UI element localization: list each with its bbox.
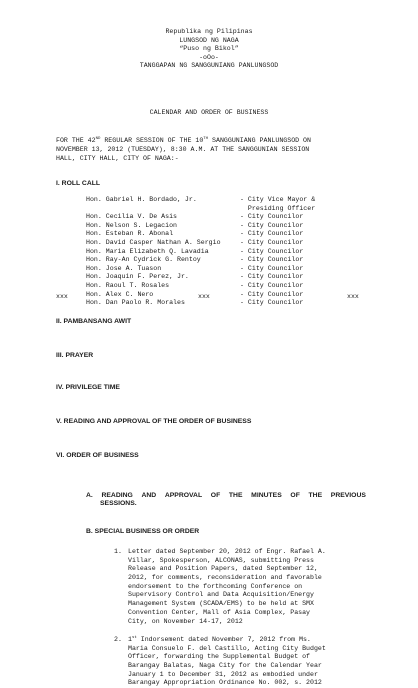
subsection-letter: A.	[86, 492, 93, 499]
heading-word: OF	[290, 492, 300, 499]
roll-call-row	[86, 239, 376, 248]
subsection-a	[86, 492, 366, 508]
item-line: Release and Position Papers, dated September 12,	[128, 565, 318, 573]
member-title: Presiding Officer	[240, 204, 316, 212]
heading-word: OF	[210, 492, 221, 499]
heading-word: AND	[141, 492, 157, 499]
member-name: Hon. Maria Elizabeth Q. Lavadia	[86, 247, 209, 255]
item-line: Officer, forwarding the Supplemental Budget of	[128, 653, 311, 661]
section-order-of-business: VI. ORDER OF BUSINESS	[56, 452, 139, 459]
heading-word: THE	[228, 492, 243, 499]
roll-call-row	[86, 273, 376, 282]
intro-line-2: NOVEMBER 13, 2012 (TUESDAY), 8:30 A.M. AT THE SANGGUNIAN SESSION	[56, 146, 310, 153]
agenda-item-2	[114, 636, 364, 688]
ordinal-suffix: ND	[95, 136, 101, 141]
member-title: - City Councilor	[240, 221, 304, 229]
member-title: - City Councilor	[240, 264, 304, 272]
ordinal-suffix: TH	[203, 136, 209, 141]
member-name: Hon. Gabriel H. Bordado, Jr.	[86, 196, 197, 203]
item-line: Barangay Appropriation Ordinance No. 002, s. 2012	[128, 679, 322, 687]
member-title: - City Councilor	[240, 256, 304, 264]
item-line: January 1 to December 31, 2012 as embodied under	[128, 670, 318, 678]
member-name: Hon. Alex C. Nero	[86, 290, 154, 298]
item-line: Barangay Balatas, Naga City for the Calendar Year	[128, 662, 322, 670]
member-name: Hon. Raoul T. Rosales	[86, 281, 170, 289]
item-line: Management System (SCADA/EMS) to be held at SMX	[128, 600, 314, 608]
member-name	[86, 205, 240, 214]
member-name: Hon. Cecilia V. De Asis	[86, 213, 178, 221]
item-body	[128, 636, 364, 688]
heading-word: READING	[101, 492, 133, 499]
item-line: Maria Consuelo F. del Castillo, Acting City Budget	[128, 644, 326, 652]
roll-call-row	[86, 299, 376, 308]
heading-word: APPROVAL	[164, 492, 203, 499]
roll-call-row	[86, 230, 376, 239]
section-privilege-time: IV. PRIVILEGE TIME	[56, 384, 120, 391]
intro-line-3: HALL, CITY HALL, CITY OF NAGA:-	[56, 155, 179, 162]
section-prayer: III. PRAYER	[56, 352, 94, 359]
item-line	[128, 636, 364, 645]
heading-word: MINUTES	[251, 492, 282, 499]
member-name: Hon. Dan Paolo R. Morales	[86, 299, 185, 307]
separator-right: xxx	[347, 293, 359, 300]
member-name: Hon. David Casper Nathan A. Sergio	[86, 238, 221, 246]
subsection-a-heading-cont: SESSIONS.	[100, 500, 137, 508]
roll-call-row	[86, 222, 376, 231]
section-reading-approval: V. READING AND APPROVAL OF THE ORDER OF BUSINESS	[56, 418, 252, 425]
section-pambansang-awit: II. PAMBANSANG AWIT	[56, 318, 132, 325]
separator-left: xxx	[56, 293, 68, 300]
subsection-a-heading	[86, 492, 366, 500]
member-title: - City Councilor	[240, 247, 304, 255]
roll-call-row	[86, 256, 376, 265]
roll-call-row	[86, 282, 376, 291]
header-line-office: TANGGAPAN NG SANGGUNIANG PANLUNGSOD	[139, 62, 279, 70]
roll-call-list	[86, 196, 376, 308]
letterhead	[0, 28, 418, 71]
member-name: Hon. Joaquin F. Perez, Jr.	[86, 273, 189, 281]
subsection-b: B. SPECIAL BUSINESS OR ORDER	[86, 528, 200, 535]
item-line: 2012, for comments, reconsideration and favorable	[128, 574, 322, 582]
roll-call-row	[86, 291, 376, 300]
header-line-republic: Republika ng Pilipinas	[165, 28, 253, 35]
member-title: - City Councilor	[240, 213, 304, 221]
intro-line-1	[56, 137, 364, 146]
member-title: - City Councilor	[240, 290, 304, 298]
intro-text: FOR THE 42	[56, 137, 96, 144]
agenda-item-1	[114, 548, 364, 626]
item-line: endorsement to the forthcoming Conference on	[128, 582, 303, 590]
heading-word: PREVIOUS	[330, 492, 366, 499]
roll-call-row	[86, 196, 376, 205]
separator-middle: xxx	[198, 293, 210, 300]
header-line-city: LUNGSOD NG NAGA	[179, 36, 239, 44]
member-name: Hon. Jose A. Tuason	[86, 264, 162, 272]
item-line: Villar, Spokesperson, ALCONAS, submitting Press	[128, 556, 314, 564]
member-title: - City Councilor	[240, 238, 304, 246]
item-number: 1.	[114, 548, 122, 555]
roll-call-row	[86, 205, 376, 214]
item-number: 2.	[114, 636, 122, 643]
item-line: City, on November 14-17, 2012	[128, 617, 243, 625]
member-name: Hon. Nelson S. Legacion	[86, 221, 178, 229]
header-line-motto: “Puso ng Bikol”	[179, 45, 239, 53]
roll-call-row	[86, 213, 376, 222]
header-line-ornament: -oOo-	[199, 53, 219, 61]
member-name: Hon. Ray-An Cydrick G. Rentoy	[86, 256, 201, 264]
item-line: Letter dated September 20, 2012 of Engr. Rafael A.	[128, 548, 326, 555]
member-name: Hon. Esteban R. Abonal	[86, 230, 174, 238]
member-title: - City Councilor	[240, 299, 304, 307]
document-title: CALENDAR AND ORDER OF BUSINESS	[149, 109, 269, 116]
member-title: - City Councilor	[240, 230, 304, 238]
item-line: Supervisory Control and Data Acquisition/Energy	[128, 591, 314, 599]
section-roll-call: I. ROLL CALL	[56, 180, 101, 187]
member-title: - City Councilor	[240, 281, 304, 289]
item-text: Indorsement dated November 7, 2012 from Ms.	[136, 636, 311, 643]
item-line: Convention Center, Mall of Asia Complex, Pasay	[128, 608, 311, 616]
roll-call-row	[86, 248, 376, 257]
item-body	[128, 548, 364, 626]
item-text: 1	[128, 636, 132, 643]
member-title: - City Vice Mayor &	[240, 196, 316, 203]
session-intro	[56, 137, 364, 164]
intro-text: SANGGUNIANG PANLUNGSOD ON	[208, 137, 311, 144]
heading-word: THE	[308, 492, 323, 499]
intro-text: REGULAR SESSION OF THE 10	[100, 137, 204, 144]
roll-call-row	[86, 265, 376, 274]
ordinal-suffix: st	[131, 635, 137, 640]
member-title: - City Councilor	[240, 273, 304, 281]
